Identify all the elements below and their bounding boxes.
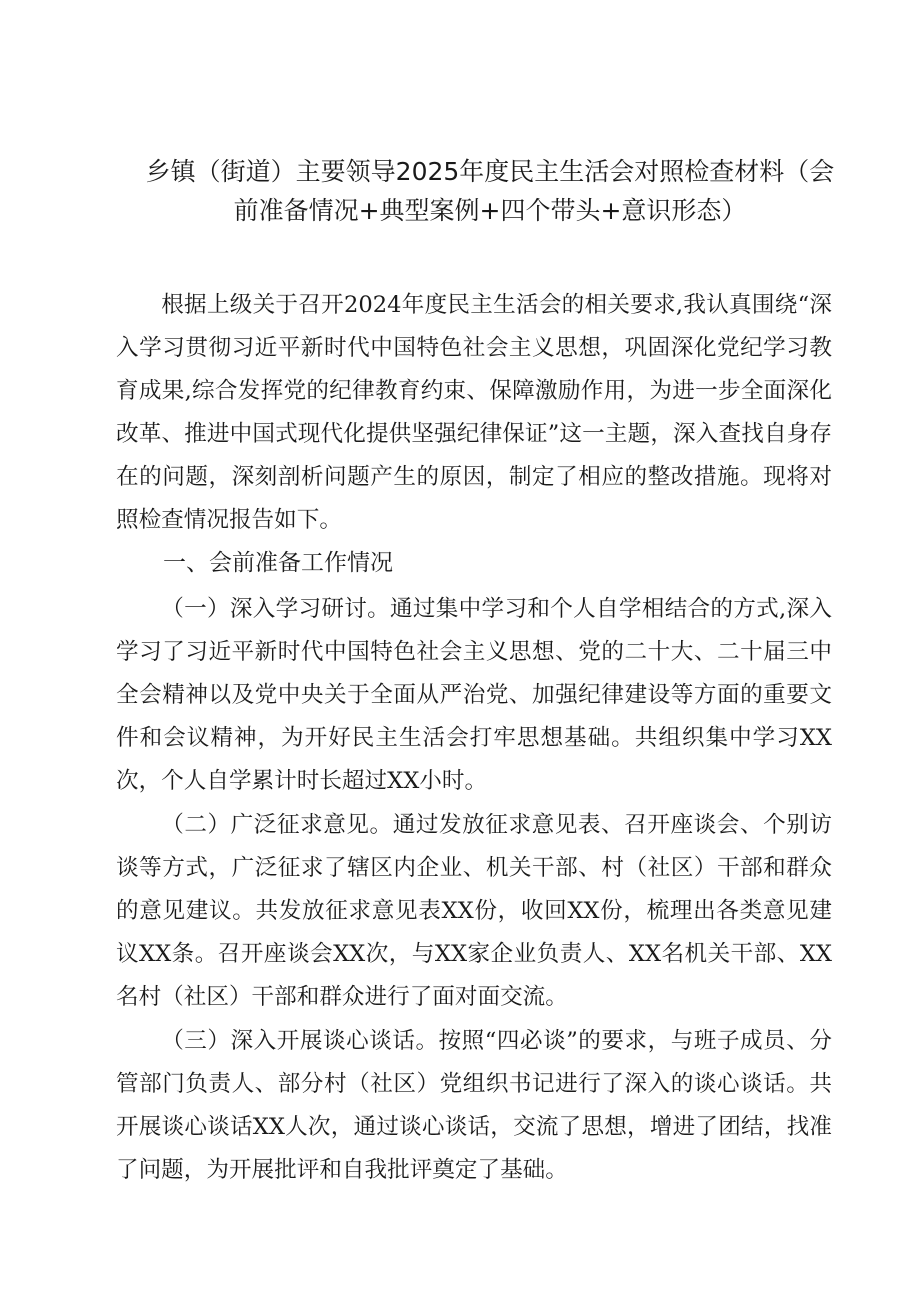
section-heading: 一、会前准备工作情况 <box>163 550 393 576</box>
paragraph-talks: （三）深入开展谈心谈话。按照“四必谈”的要求，与班子成员、分管部门负责人、部分村（社区）党组织书记进行了深入的谈心谈话。共开展谈心谈话XX人次，通过谈心谈话，交流了思想，增进了团结，找准了问题，为开展批评和自我批评奠定了基础。 <box>116 1028 832 1183</box>
document-title-line-1: 乡镇（街道）主要领导2025年度民主生活会对照检查材料（会 <box>145 157 835 186</box>
document-title-line-2: 前准备情况+典型案例+四个带头+意识形态） <box>233 196 747 225</box>
paragraph-opinions: （二）广泛征求意见。通过发放征求意见表、召开座谈会、个别访谈等方式，广泛征求了辖区内企业、机关干部、村（社区）干部和群众的意见建议。共发放征求意见表XX份，收回XX份，梳理出各类意见建议XX条。召开座谈会XX次，与XX家企业负责人、XX名机关干部、XX名村（社区）干部和群众进行了面对面交流。 <box>116 812 832 1010</box>
paragraph-study: （一）深入学习研讨。通过集中学习和个人自学相结合的方式,深入学习了习近平新时代中国特色社会主义思想、党的二十大、二十届三中全会精神以及党中央关于全面从严治党、加强纪律建设等方面的重要文件和会议精神，为开好民主生活会打牢思想基础。共组织集中学习XX次，个人自学累计时长超过XX小时。 <box>116 596 832 794</box>
document-title <box>140 152 840 230</box>
intro-paragraph: 根据上级关于召开2024年度民主生活会的相关要求,我认真围绕“深入学习贯彻习近平新时代中国特色社会主义思想，巩固深化党纪学习教育成果,综合发挥党的纪律教育约束、保障激励作用，为进一步全面深化改革、推进中国式现代化提供坚强纪律保证”这一主题，深入查找自身存在的问题，深刻剖析问题产生的原因，制定了相应的整改措施。现将对照检查情况报告如下。 <box>116 292 832 533</box>
